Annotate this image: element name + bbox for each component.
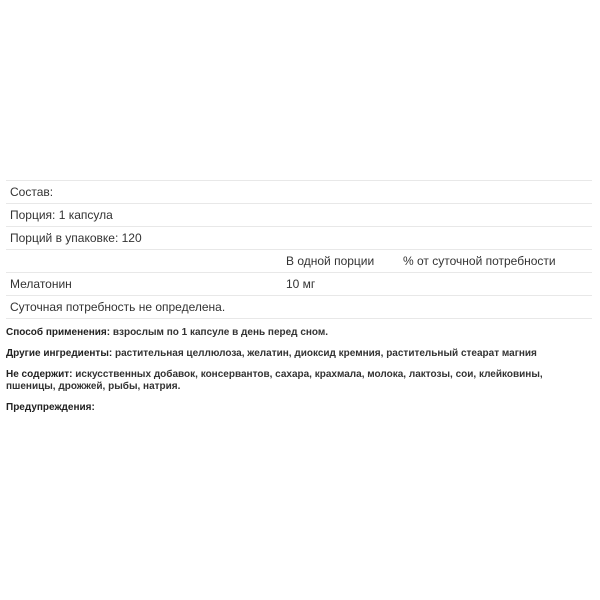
servings-per-container: Порций в упаковке: 120: [6, 227, 282, 250]
table-header-row: [6, 250, 592, 273]
ingredient-amount: 10 мг: [282, 273, 399, 296]
header-per-serving: В одной порции: [282, 250, 399, 273]
header-daily-value: % от суточной потребности: [399, 250, 592, 273]
other-ingredients-note: [6, 348, 592, 360]
warnings-note: [6, 402, 592, 414]
daily-value-footnote: Суточная потребность не определена.: [6, 296, 282, 319]
does-not-contain-value: искусственных добавок, консервантов, сахара, крахмала, молока, лактозы, сои, клейковины, пшеницы, дрожжей, рыбы, натрия.: [6, 369, 543, 392]
serving-size: Порция: 1 капсула: [6, 204, 282, 227]
cell: [399, 296, 592, 319]
supplement-facts-table: [6, 180, 592, 319]
cell: [399, 204, 592, 227]
usage-label: Способ применения:: [6, 327, 111, 338]
table-row-melatonin: [6, 273, 592, 296]
usage-value: взрослым по 1 капсуле в день перед сном.: [110, 327, 329, 338]
does-not-contain-note: [6, 369, 592, 393]
cell: [282, 204, 399, 227]
cell: [399, 181, 592, 204]
table-row-servings-per-container: [6, 227, 592, 250]
ingredient-name: Мелатонин: [6, 273, 282, 296]
cell: [282, 181, 399, 204]
product-notes: [6, 327, 592, 423]
table-row-composition: [6, 181, 592, 204]
does-not-contain-label: Не содержит:: [6, 369, 73, 380]
cell: [6, 250, 282, 273]
warnings-label: Предупреждения:: [6, 402, 95, 413]
usage-note: [6, 327, 592, 339]
other-ingredients-label: Другие ингредиенты:: [6, 348, 113, 359]
other-ingredients-value: растительная целлюлоза, желатин, диоксид кремния, растительный стеарат магния: [112, 348, 537, 359]
table-row-serving-size: [6, 204, 592, 227]
cell: [282, 227, 399, 250]
cell: [282, 296, 399, 319]
table-row-footnote: [6, 296, 592, 319]
composition-label: Состав:: [6, 181, 282, 204]
cell: [399, 227, 592, 250]
ingredient-daily-value: [399, 273, 592, 296]
